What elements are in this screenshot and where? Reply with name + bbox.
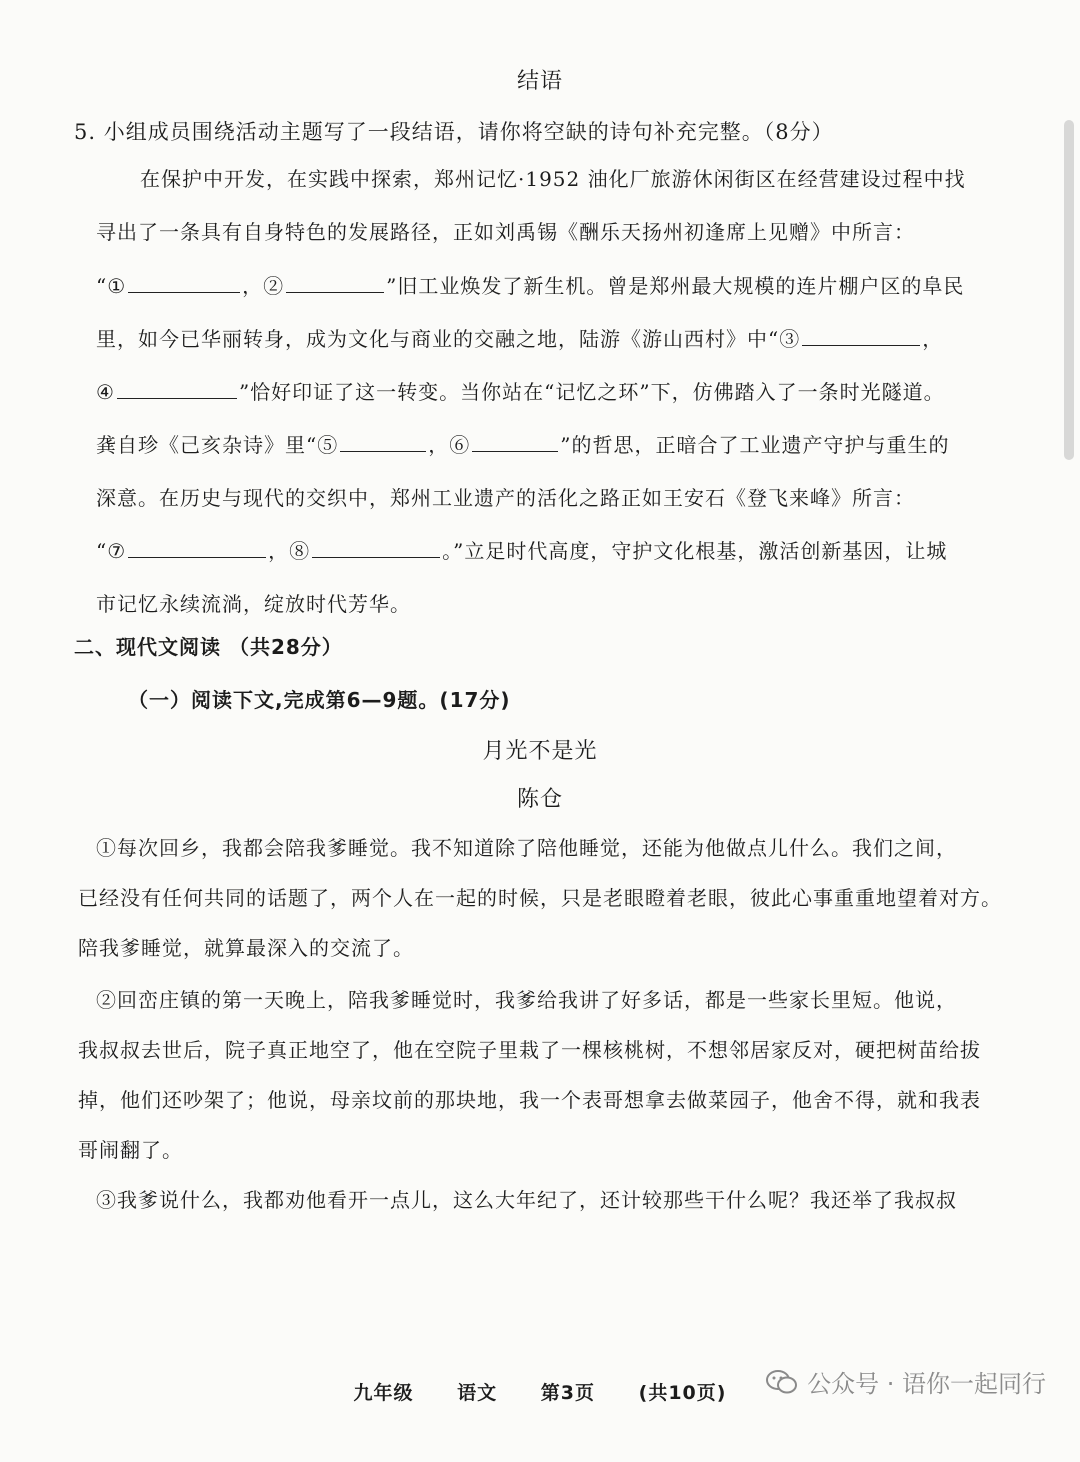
para-2-line-3: 掉，他们还吵架了；他说，母亲坟前的那块地，我一个表哥想拿去做菜园子，他舍不得，就和我表 — [78, 1088, 981, 1112]
para-1-line-2: 已经没有任何共同的话题了，两个人在一起的时候，只是老眼瞪着老眼，彼此心事重重地望着对方。 — [78, 886, 1002, 910]
q5-blank-5-label: 龚自珍《己亥杂诗》里“⑤ — [96, 433, 339, 457]
question-5-prompt: 5. 小组成员围绕活动主题写了一段结语，请你将空缺的诗句补充完整。（8分） — [74, 120, 834, 144]
q5-line-5-text: ”恰好印证了这一转变。当你站在“记忆之环”下，仿佛踏入了一条时光隧道。 — [238, 380, 945, 404]
footer-page: 第3页 — [540, 1382, 596, 1404]
para-1-line-3: 陪我爹睡觉，就算最深入的交流了。 — [78, 936, 414, 960]
footer-grade: 九年级 — [353, 1382, 414, 1404]
watermark — [765, 1364, 1046, 1399]
q5-line-1: 在保护中开发，在实践中探索，郑州记忆·1952 油化厂旅游休闲街区在经营建设过程中找 — [140, 167, 966, 191]
answer-blank-8[interactable] — [312, 541, 440, 558]
para-1-line-1: ①每次回乡，我都会陪我爹睡觉。我不知道除了陪他睡觉，还能为他做点儿什么。我们之间， — [96, 836, 957, 860]
q5-line-8-text: 。”立足时代高度，守护文化根基，激活创新基因，让城 — [442, 539, 948, 563]
article-title: 月光不是光 — [482, 739, 598, 764]
q5-line-2: 寻出了一条具有自身特色的发展路径，正如刘禹锡《酬乐天扬州初逢席上见赠》中所言： — [96, 220, 915, 244]
q5-line-3 — [96, 270, 964, 299]
answer-blank-4[interactable] — [117, 382, 237, 399]
article-author: 陈仓 — [516, 787, 563, 812]
para-2-line-1: ②回峦庄镇的第一天晚上，陪我爹睡觉时，我爹给我讲了好多话，都是一些家长里短。他说， — [96, 988, 957, 1012]
scrollbar[interactable] — [1064, 120, 1074, 460]
answer-blank-1[interactable] — [128, 276, 240, 293]
footer-subject: 语文 — [457, 1382, 498, 1404]
q5-line-5 — [96, 376, 945, 405]
reading-sub-heading: （一）阅读下文,完成第6—9题。(17分) — [128, 688, 511, 712]
q5-blank-3-label: 里，如今已华丽转身，成为文化与商业的交融之地，陆游《游山西村》中“③ — [96, 327, 801, 351]
part-2-heading: 二、现代文阅读 （共28分） — [74, 635, 343, 659]
section-title: 结语 — [516, 69, 563, 94]
para-3-line-1: ③我爹说什么，我都劝他看开一点儿，这么大年纪了，还计较那些干什么呢？我还举了我叔叔 — [96, 1188, 957, 1212]
q5-blank-4-label: ④ — [96, 380, 115, 404]
watermark-text: 公众号 · 语你一起同行 — [807, 1370, 1046, 1398]
q5-line-6-text: ”的哲思，正暗合了工业遗产守护与重生的 — [560, 433, 950, 457]
para-2-line-4: 哥闹翻了。 — [78, 1138, 183, 1162]
q5-blank-7-label: “⑦ — [96, 539, 127, 563]
q5-line-8 — [96, 535, 947, 564]
q5-line-6 — [96, 429, 949, 458]
q5-blank-2-label: ，② — [242, 274, 285, 298]
q5-line-4 — [96, 323, 943, 352]
answer-blank-7[interactable] — [128, 541, 266, 558]
footer-total: (共10页) — [638, 1382, 727, 1404]
q5-line-7: 深意。在历史与现代的交织中，郑州工业遗产的活化之路正如王安石《登飞来峰》所言： — [96, 486, 915, 510]
para-2-line-2: 我叔叔去世后，院子真正地空了，他在空院子里栽了一棵核桃树，不想邻居家反对，硬把树苗给拔 — [78, 1038, 981, 1062]
q5-line-4-comma: ， — [922, 327, 944, 351]
q5-blank-6-label: ，⑥ — [428, 433, 471, 457]
q5-blank-1-label: “① — [96, 274, 127, 298]
answer-blank-2[interactable] — [286, 276, 384, 293]
q5-line-9: 市记忆永续流淌，绽放时代芳华。 — [96, 592, 411, 616]
q5-blank-8-label: ，⑧ — [268, 539, 311, 563]
q5-line-3-text: ”旧工业焕发了新生机。曾是郑州最大规模的连片棚户区的阜民 — [386, 274, 965, 298]
answer-blank-5[interactable] — [340, 435, 426, 452]
wechat-icon — [765, 1369, 799, 1395]
answer-blank-6[interactable] — [472, 435, 558, 452]
answer-blank-3[interactable] — [802, 329, 920, 346]
